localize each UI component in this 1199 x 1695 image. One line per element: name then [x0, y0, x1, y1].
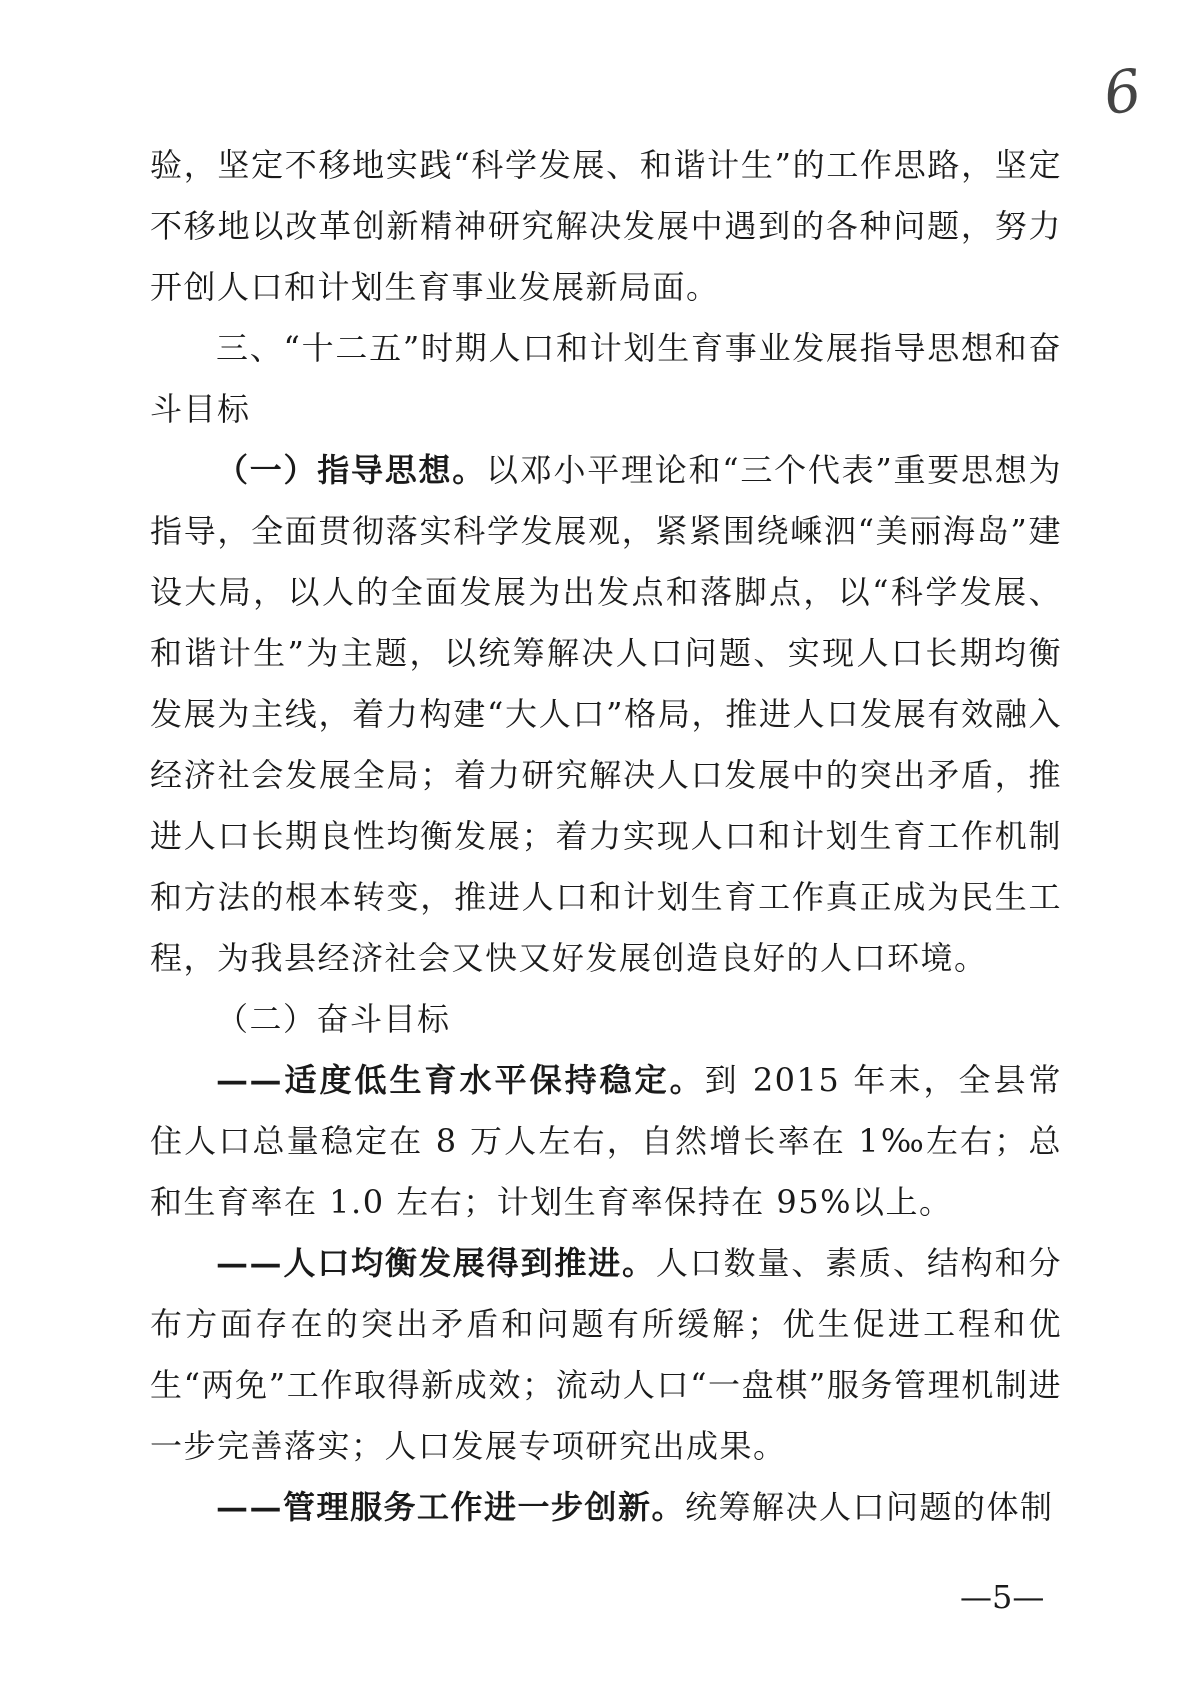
paragraph-lead: ——管理服务工作进一步创新。 — [216, 1488, 686, 1526]
paragraph-guiding-thought — [150, 440, 1062, 989]
paragraph-lead: （一）指导思想。 — [216, 451, 487, 489]
paragraph-lead: ——适度低生育水平保持稳定。 — [216, 1061, 705, 1099]
paragraph-text: 以邓小平理论和“三个代表”重要思想为指导，全面贯彻落实科学发展观，紧紧围绕嵊泗“美丽海岛”建设大局，以人的全面发展为出发点和落脚点，以“科学发展、和谐计生”为主题，以统筹解决人口问题、实现人口长期均衡发展为主线，着力构建“大人口”格局，推进人口发展有效融入经济社会发展全局；着力研究解决人口发展中的突出矛盾，推进人口长期良性均衡发展；着力实现人口和计划生育工作机制和方法的根本转变，推进人口和计划生育工作真正成为民生工程，为我县经济社会又快又好发展创造良好的人口环境。 — [150, 451, 1062, 977]
paragraph-lead: 三、“十二五”时期人口和计划生育事业发展指导思想和奋斗目标 — [150, 329, 1062, 428]
document-body — [150, 135, 1062, 1538]
subsection-heading — [150, 989, 1062, 1050]
paragraph-text: 人口数量、素质、结构和分布方面存在的突出矛盾和问题有所缓解；优生促进工程和优生“两免”工作取得新成效；流动人口“一盘棋”服务管理机制进一步完善落实；人口发展专项研究出成果。 — [150, 1244, 1062, 1465]
handwritten-page-mark: 6 — [1099, 55, 1146, 129]
paragraph-lead: （二）奋斗目标 — [216, 1000, 451, 1038]
paragraph-text: 到 2015 年末，全县常住人口总量稳定在 8 万人左右，自然增长率在 1‰左右；总和生育率在 1.0 左右；计划生育率保持在 95%以上。 — [150, 1061, 1062, 1221]
paragraph-lead: ——人口均衡发展得到推进。 — [216, 1244, 656, 1282]
paragraph-goal-balance — [150, 1233, 1062, 1477]
paragraph-text: 统筹解决人口问题的体制 — [685, 1488, 1054, 1526]
paragraph-continuation — [150, 135, 1062, 318]
paragraph-goal-fertility — [150, 1050, 1062, 1233]
paragraph-goal-management — [150, 1477, 1062, 1538]
page-number: —5— — [960, 1578, 1045, 1616]
paragraph-text: 验，坚定不移地实践“科学发展、和谐计生”的工作思路，坚定不移地以改革创新精神研究解决发展中遇到的各种问题，努力开创人口和计划生育事业发展新局面。 — [150, 146, 1062, 306]
section-heading — [150, 318, 1062, 440]
